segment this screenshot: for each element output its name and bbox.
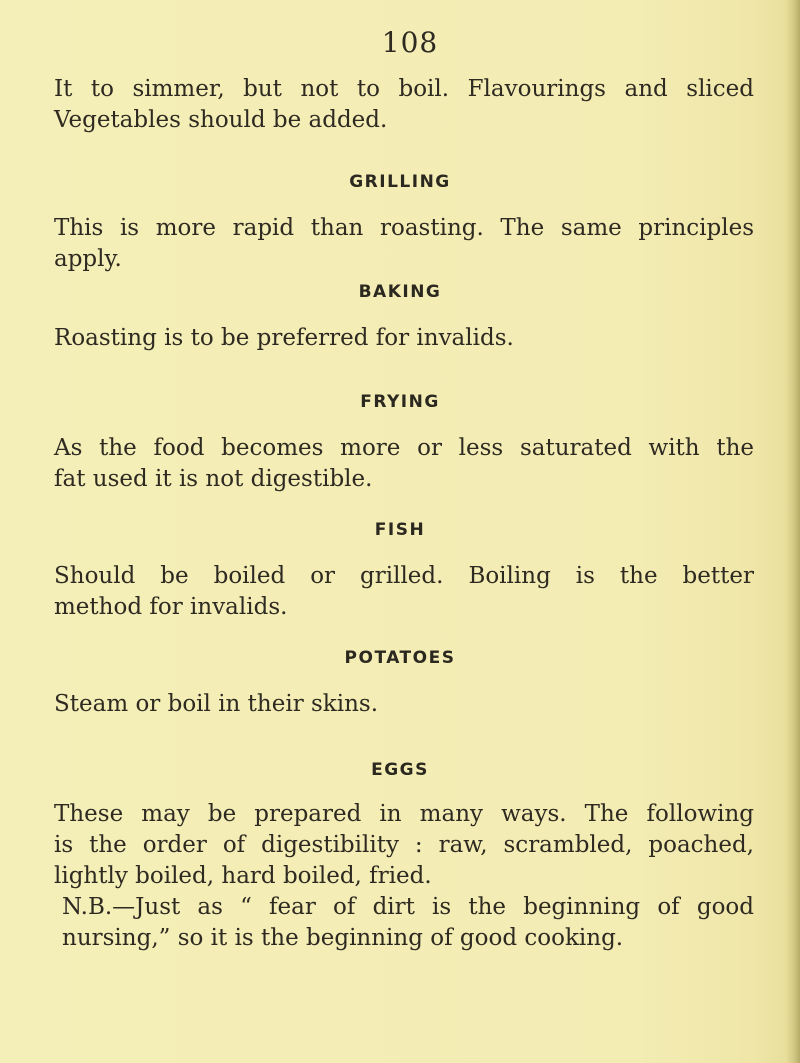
section-heading-grilling: GRILLING	[349, 172, 451, 192]
paragraph-line: Should be boiled or grilled. Boiling is the better	[54, 563, 754, 589]
section-heading-baking: BAKING	[358, 282, 442, 302]
section-text-eggs	[54, 799, 754, 954]
paragraph-line: lightly boiled, hard boiled, fried.	[54, 863, 432, 889]
paragraph-line: N.B.—Just as “ fear of dirt is the beginning of good	[62, 894, 754, 920]
paragraph-line: It to simmer, but not to boil. Flavourings and sliced	[54, 76, 754, 102]
paragraph-line: fat used it is not digestible.	[54, 466, 373, 492]
paragraph-line: is the order of digestibility : raw, scrambled, poached,	[54, 832, 754, 858]
paragraph-line: apply.	[54, 246, 122, 272]
paragraph-line: This is more rapid than roasting. The same principles	[54, 215, 754, 241]
section-text-potatoes	[54, 689, 754, 720]
section-heading-fish: FISH	[374, 520, 426, 540]
paragraph-line: Roasting is to be preferred for invalids.	[54, 325, 514, 351]
section-heading-eggs: EGGS	[371, 760, 429, 780]
paragraph-line: Steam or boil in their skins.	[54, 691, 379, 717]
page-number: 108	[381, 26, 439, 59]
section-text-fish	[54, 561, 754, 623]
paragraph-line: method for invalids.	[54, 594, 288, 620]
paragraph-line: nursing,” so it is the beginning of good cooking.	[62, 925, 624, 951]
section-heading-potatoes: POTATOES	[344, 648, 456, 668]
paragraph-line: Vegetables should be added.	[54, 107, 388, 133]
section-text-baking	[54, 323, 754, 354]
intro-paragraph	[54, 74, 754, 136]
paragraph-line: These may be prepared in many ways. The following	[54, 801, 754, 827]
section-heading-frying: FRYING	[360, 392, 440, 412]
section-text-grilling	[54, 213, 754, 275]
paragraph-line: As the food becomes more or less saturated with the	[54, 435, 754, 461]
section-text-frying	[54, 433, 754, 495]
